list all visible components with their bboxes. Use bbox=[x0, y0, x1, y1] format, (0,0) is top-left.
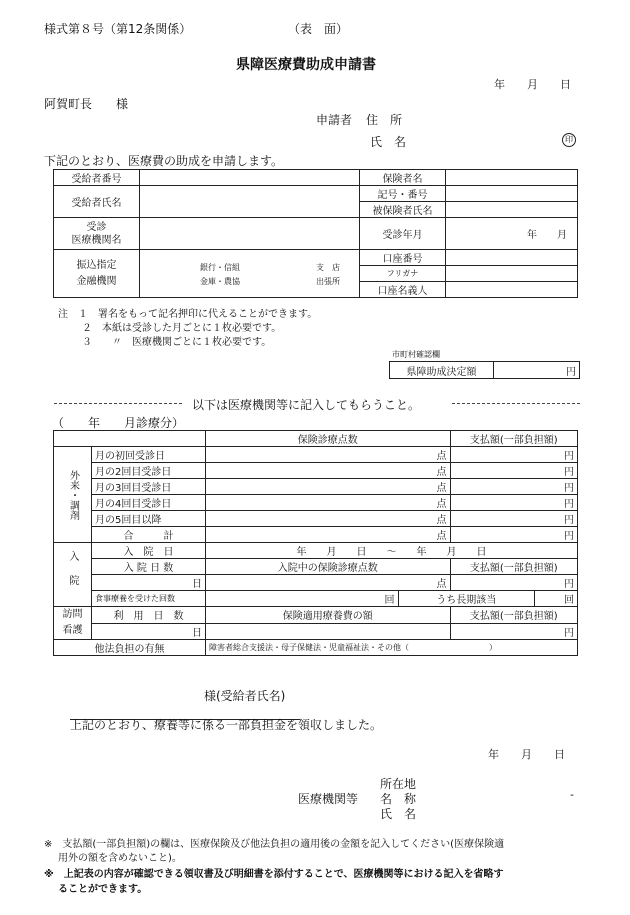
period-label: （ 年 月診療分） bbox=[52, 416, 185, 430]
inpatient-payment-field[interactable]: 円 bbox=[450, 575, 577, 591]
bank-types-1: 銀行・信組 bbox=[200, 263, 240, 272]
insurer-name-field[interactable] bbox=[446, 170, 578, 186]
branch-1: 支 店 bbox=[316, 263, 340, 272]
outpatient-row-label: 月の5回目以降 bbox=[92, 511, 206, 527]
header-blank bbox=[54, 431, 206, 447]
outpatient-payment-field[interactable]: 円 bbox=[450, 479, 577, 495]
decision-amount-field[interactable]: 円 bbox=[494, 362, 580, 379]
header-payment: 支払額(一部負担額) bbox=[450, 431, 577, 447]
visiting-days-label: 利 用 日 数 bbox=[92, 607, 206, 624]
visiting-days-field[interactable]: 日 bbox=[92, 623, 206, 640]
outpatient-payment-field[interactable]: 円 bbox=[450, 495, 577, 511]
note-3: ３ 〃 医療機関ごとに１枚必要です。 bbox=[82, 337, 272, 348]
city-check-label: 市町村確認欄 bbox=[392, 350, 440, 359]
visiting-fee-field[interactable] bbox=[206, 623, 451, 640]
outpatient-total-label: 合 計 bbox=[92, 527, 206, 543]
account-number-label: 口座番号 bbox=[360, 250, 446, 266]
side-label: （表 面） bbox=[288, 22, 349, 36]
clinic-label-line2: 医療機関名 bbox=[71, 234, 122, 246]
outpatient-row-label: 月の3回目受診日 bbox=[92, 479, 206, 495]
receipt-text: 上記のとおり、療養等に係る一部負担金を領収しました。 bbox=[70, 718, 383, 732]
visiting-group-line1: 訪問 bbox=[62, 609, 83, 620]
recipient-name-label: 受給者氏名 bbox=[54, 186, 140, 218]
bank-types-2: 金庫・農協 bbox=[200, 277, 240, 286]
application-table bbox=[53, 169, 578, 298]
receipt-date: 年 月 日 bbox=[488, 748, 565, 761]
receipt-mark: - bbox=[570, 788, 574, 801]
inpatient-points-label: 入院中の保険診療点数 bbox=[206, 559, 451, 575]
note-2: ２ 本紙は受診した月ごとに１枚必要です。 bbox=[82, 323, 282, 334]
form-number: 様式第８号（第12条関係） bbox=[44, 22, 192, 36]
furigana-field[interactable] bbox=[446, 266, 578, 282]
outpatient-points-field[interactable]: 点 bbox=[206, 511, 451, 527]
name-label: 氏 名 bbox=[370, 135, 407, 149]
divider-text: 以下は医療機関等に記入してもらうこと。 bbox=[192, 398, 421, 412]
footnote-1: ※ 支払額(一部負担額)の欄は、医療保険及び他法負担の適用後の金額を記入してください(医療保険適 bbox=[44, 839, 505, 850]
admission-period-field[interactable]: 年 月 日 〜 年 月 日 bbox=[206, 543, 578, 559]
addressee: 阿賀町長 様 bbox=[44, 97, 129, 111]
outpatient-points-field[interactable]: 点 bbox=[206, 463, 451, 479]
visiting-group-line2: 看護 bbox=[62, 625, 83, 636]
account-number-field[interactable] bbox=[446, 250, 578, 266]
bank-label-line2: 金融機関 bbox=[76, 275, 117, 287]
visiting-group-label bbox=[54, 607, 92, 640]
recipient-number-field[interactable] bbox=[140, 170, 360, 186]
address-label: 住 所 bbox=[366, 113, 403, 127]
receipt-recipient-label: 様(受給者氏名) bbox=[204, 689, 286, 703]
outpatient-points-field[interactable]: 点 bbox=[206, 495, 451, 511]
outpatient-row-label: 月の4回目受診日 bbox=[92, 495, 206, 511]
outpatient-payment-field[interactable]: 円 bbox=[450, 447, 577, 463]
symbol-number-field[interactable] bbox=[446, 186, 578, 202]
outpatient-row-label: 月の2回目受診日 bbox=[92, 463, 206, 479]
symbol-number-label: 記号・番号 bbox=[360, 186, 446, 202]
outpatient-payment-field[interactable]: 円 bbox=[450, 463, 577, 479]
inpatient-payment-label: 支払額(一部負担額) bbox=[450, 559, 577, 575]
outpatient-group-label bbox=[54, 447, 92, 543]
outpatient-total-payment[interactable]: 円 bbox=[450, 527, 577, 543]
note-1: 注 １ 署名をもって記名押印に代えることができます。 bbox=[58, 309, 318, 320]
receipt-location-label: 所在地 bbox=[380, 777, 417, 791]
clinic-label bbox=[54, 218, 140, 250]
visit-ym-field[interactable]: 年 月 bbox=[446, 218, 578, 250]
divider-left bbox=[54, 403, 182, 404]
footnote-1b: 用外の額を含めないこと)。 bbox=[58, 853, 182, 864]
inpatient-days-label: 入 院 日 数 bbox=[92, 559, 206, 575]
clinic-label-line1: 受診 bbox=[86, 221, 107, 233]
footnote-2b: ることができます。 bbox=[58, 884, 148, 895]
applicant-label: 申請者 bbox=[316, 113, 353, 127]
visit-ym-label: 受診年月 bbox=[360, 218, 446, 250]
insurer-name-label: 保険者名 bbox=[360, 170, 446, 186]
page-title: 県障医療費助成申請書 bbox=[236, 57, 376, 73]
decision-label: 県障助成決定額 bbox=[390, 362, 494, 379]
footnote-2: ※ 上記表の内容が確認できる領収書及び明細書を添付することで、医療機関等における記入を省略す bbox=[44, 869, 504, 880]
visiting-payment-label: 支払額(一部負担額) bbox=[450, 607, 577, 624]
outpatient-payment-field[interactable]: 円 bbox=[450, 511, 577, 527]
intro-text: 下記のとおり、医療費の助成を申請します。 bbox=[44, 154, 284, 168]
other-laws-field[interactable]: 障害者総合支援法・母子保健法・児童福祉法・その他（ ） bbox=[206, 640, 578, 656]
recipient-number-label: 受給者番号 bbox=[54, 170, 140, 186]
inpatient-points-field[interactable]: 点 bbox=[206, 575, 451, 591]
branch-2: 出張所 bbox=[316, 277, 340, 286]
outpatient-points-field[interactable]: 点 bbox=[206, 479, 451, 495]
bank-label bbox=[54, 250, 140, 298]
long-term-times-field[interactable]: 回 bbox=[535, 591, 578, 607]
bank-field[interactable] bbox=[140, 250, 360, 298]
inpatient-group-label bbox=[54, 543, 92, 607]
seal-mark: 印 bbox=[562, 133, 576, 147]
date-label: 年 月 日 bbox=[494, 78, 571, 91]
account-holder-field[interactable] bbox=[446, 282, 578, 298]
insured-person-field[interactable] bbox=[446, 202, 578, 218]
bank-label-line1: 振込指定 bbox=[76, 259, 117, 271]
clinic-field[interactable] bbox=[140, 218, 360, 250]
receipt-institution-label: 医療機関等 bbox=[298, 792, 359, 806]
meals-times-field[interactable]: 回 bbox=[206, 591, 399, 607]
outpatient-total-points[interactable]: 点 bbox=[206, 527, 451, 543]
outpatient-row-label: 月の初回受診日 bbox=[92, 447, 206, 463]
other-burden-label: 他法負担の有無 bbox=[54, 640, 206, 656]
outpatient-group-text: 外来・調剤 bbox=[67, 469, 79, 520]
long-term-label: うち長期該当 bbox=[398, 591, 535, 607]
visiting-payment-field[interactable]: 円 bbox=[450, 623, 577, 640]
inpatient-group-text: 入院 bbox=[67, 550, 78, 599]
decision-table bbox=[389, 361, 580, 379]
receipt-name-title: 名 称 bbox=[380, 792, 417, 806]
admission-date-label: 入 院 日 bbox=[92, 543, 206, 559]
medical-table bbox=[53, 430, 578, 656]
divider-right bbox=[452, 403, 580, 404]
recipient-name-field[interactable] bbox=[140, 186, 360, 218]
visiting-fee-label: 保険適用療養費の額 bbox=[206, 607, 451, 624]
inpatient-days-field[interactable]: 日 bbox=[92, 575, 206, 591]
account-holder-label: 口座名義人 bbox=[360, 282, 446, 298]
receipt-person-label: 氏 名 bbox=[380, 807, 417, 821]
furigana-label: フリガナ bbox=[360, 266, 446, 282]
meals-label: 食事療養を受けた回数 bbox=[92, 591, 206, 607]
header-points: 保険診療点数 bbox=[206, 431, 451, 447]
insured-person-label: 被保険者氏名 bbox=[360, 202, 446, 218]
outpatient-points-field[interactable]: 点 bbox=[206, 447, 451, 463]
